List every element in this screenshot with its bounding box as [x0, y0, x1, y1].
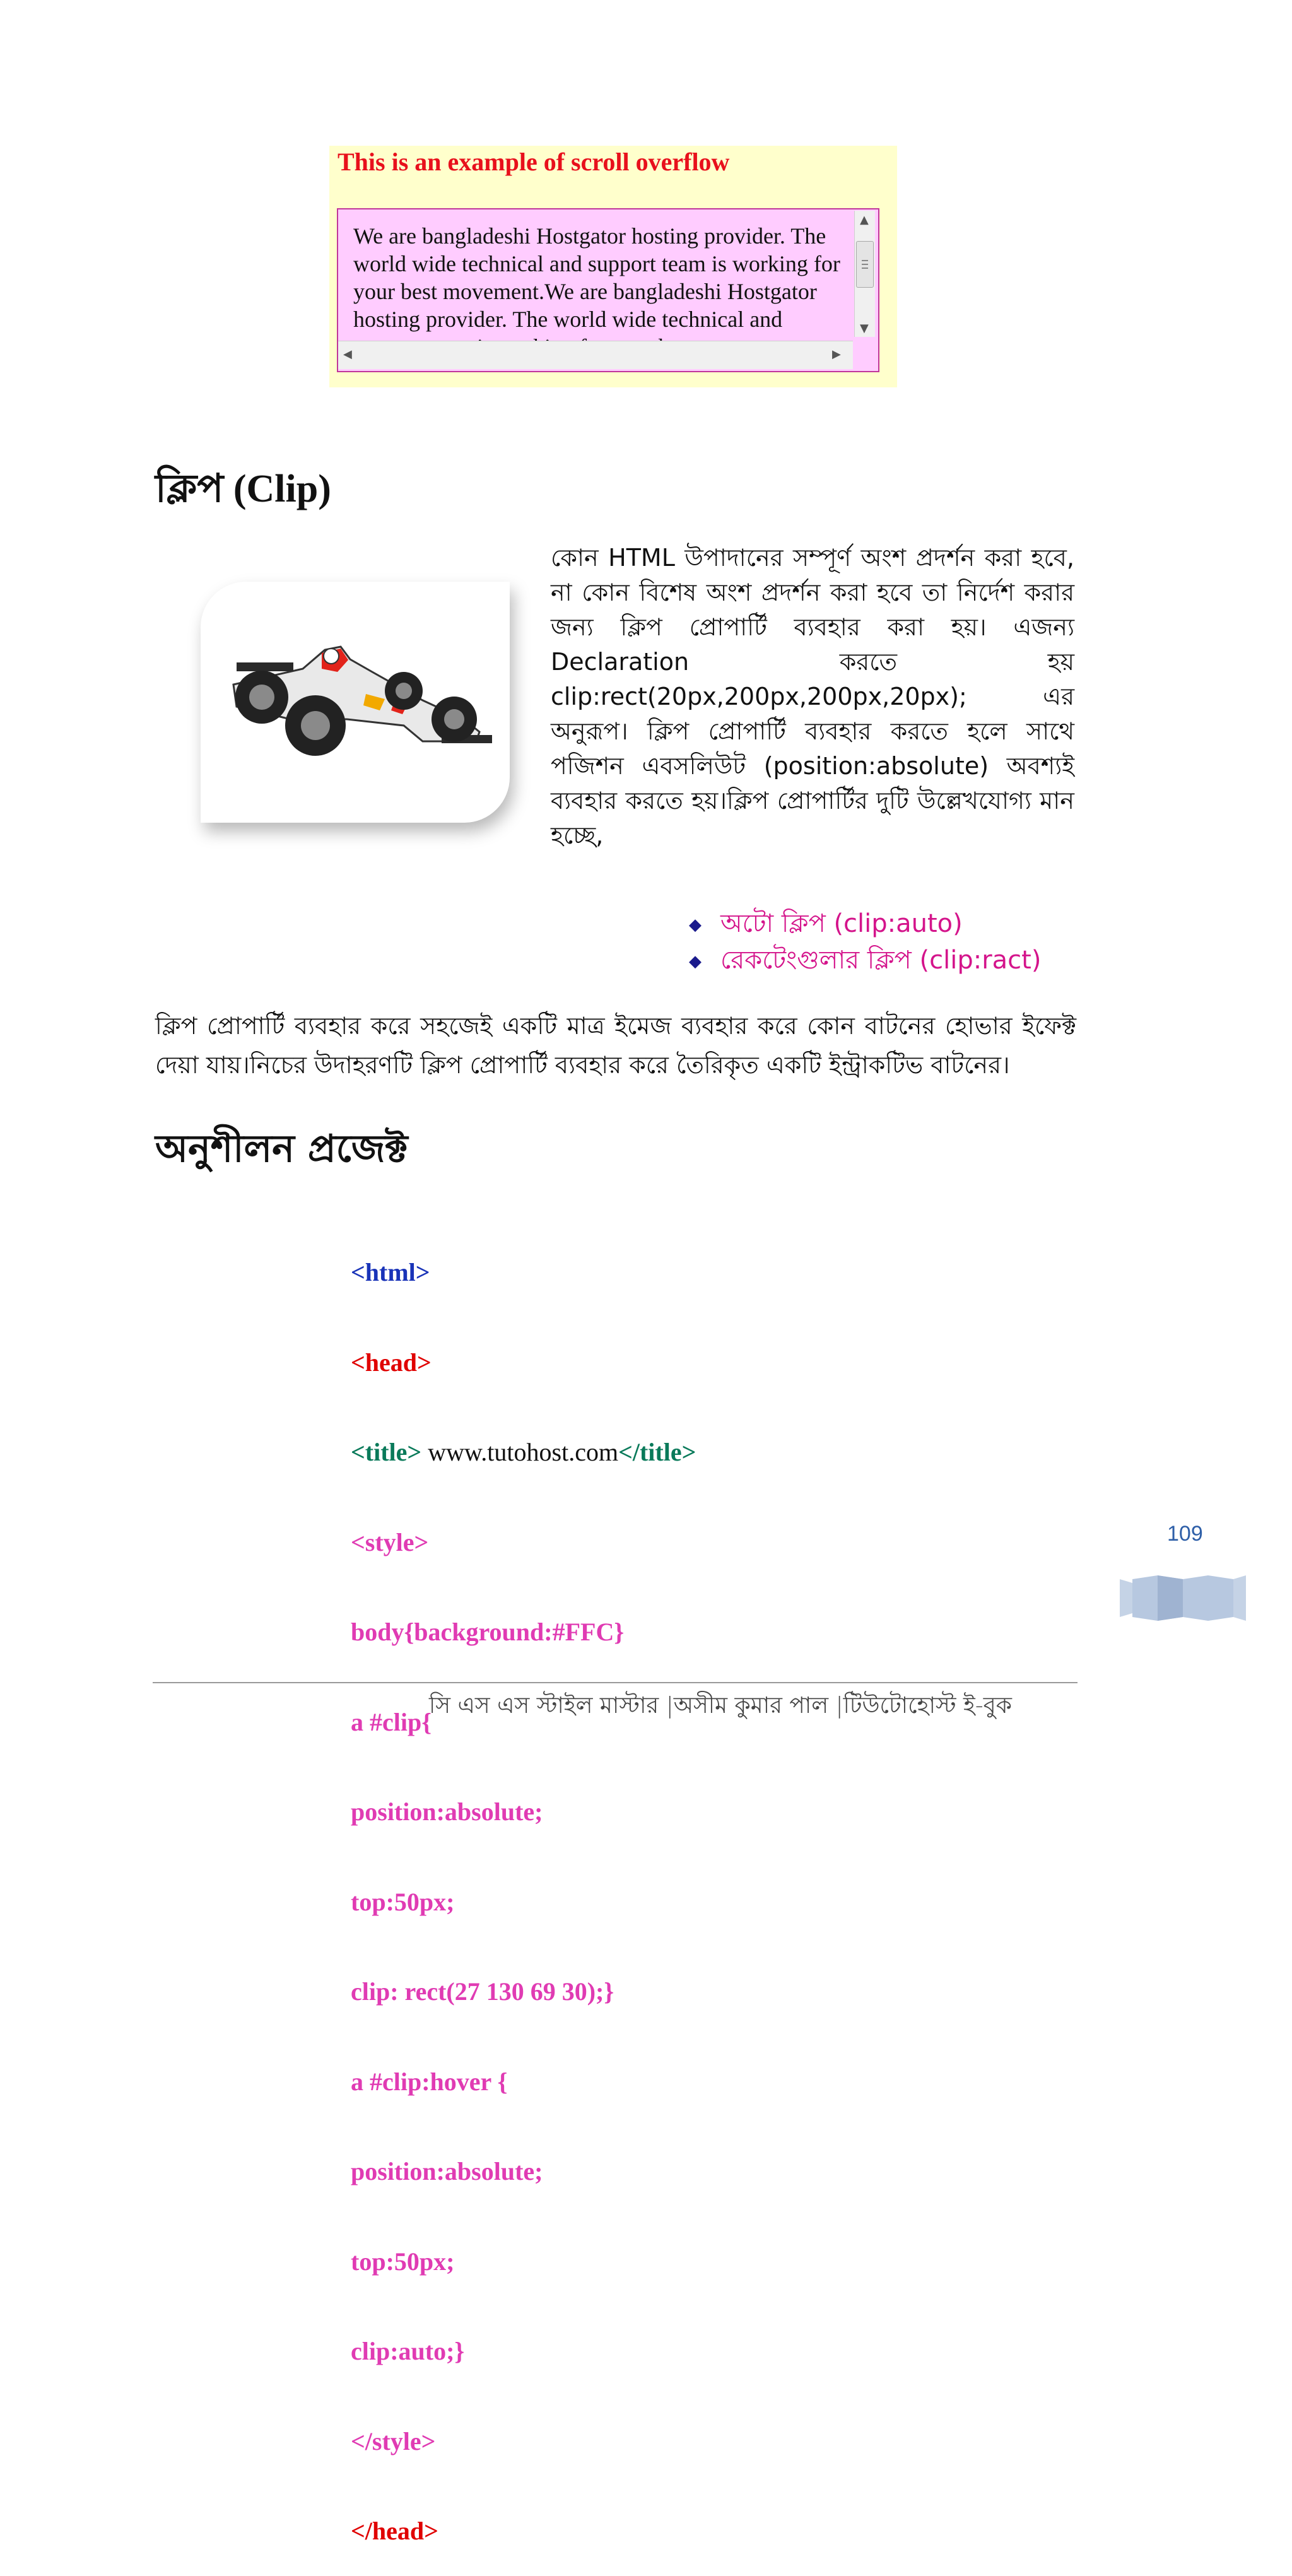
code-tag: </title> [618, 1438, 696, 1466]
clip-values-list [689, 906, 1041, 979]
body-paragraph [155, 1006, 1076, 1085]
code-line: <html> [351, 1258, 430, 1286]
scroll-down-arrow-icon[interactable]: ▼ [860, 322, 869, 335]
code-tag: <title> [351, 1438, 422, 1466]
clip-section-heading: ক্লিপ (Clip) [155, 468, 331, 510]
code-block [351, 1197, 696, 2576]
code-text: www.tutohost.com [421, 1438, 619, 1466]
page-ribbon-decoration [1120, 1573, 1246, 1626]
list-item-label: রেকটেংগুলার ক্লিপ (clip:ract) [720, 946, 1042, 975]
project-heading: অনুশীলন প্রজেক্ট [155, 1127, 408, 1171]
clip-description [551, 541, 1074, 853]
code-line: clip:auto;} [351, 2337, 465, 2365]
code-line: a #clip:hover { [351, 2067, 508, 2096]
race-car-image [214, 625, 498, 779]
footer-text: সি এস এস স্টাইল মাস্টার |অসীম কুমার পাল |টিউটোহোস্ট ই-বুক [429, 1693, 1012, 1719]
list-item-label: অটো ক্লিপ (clip:auto) [720, 909, 963, 938]
code-line: </head> [351, 2517, 438, 2545]
example-heading: This is an example of scroll overflow [338, 148, 730, 176]
body-paragraph-text: ক্লিপ প্রোপার্টি ব্যবহার করে সহজেই একটি মাত্র ইমেজ ব্যবহার করে কোন বাটনের হোভার ইফেক্ট দেয়া যায়।নিচের উদাহরণটি ক্লিপ প্রোপার্টি ব্যবহার করে তৈরিকৃত একটি ইন্ট্রাকটিভ বাটনের। [155, 1012, 1076, 1079]
code-line: top:50px; [351, 2247, 455, 2276]
code-line: </style> [351, 2426, 436, 2455]
bullet-diamond-icon: ◆ [689, 952, 702, 971]
list-item [689, 906, 1041, 943]
code-line: a #clip{ [351, 1707, 432, 1736]
scroll-up-arrow-icon[interactable]: ▲ [860, 213, 869, 226]
code-line: <style> [351, 1527, 429, 1556]
code-line: <head> [351, 1348, 432, 1377]
scroll-content-text: We are bangladeshi Hostgator hosting provider. The world wide technical and support team is working for your best movement.We are bangladeshi Hostgator hosting provider. The world wide technical and [353, 223, 840, 332]
code-line [351, 1437, 696, 1467]
code-line: body{background:#FFC} [351, 1618, 625, 1646]
code-line: clip: rect(27 130 69 30);} [351, 1977, 614, 2006]
scroll-right-arrow-icon[interactable]: ▶ [832, 348, 841, 361]
scroll-left-arrow-icon[interactable]: ◀ [343, 348, 352, 361]
horizontal-scrollbar[interactable] [338, 341, 853, 369]
bullet-diamond-icon: ◆ [689, 915, 702, 934]
page-number: 109 [1167, 1522, 1203, 1546]
vertical-scroll-thumb[interactable] [856, 241, 874, 288]
code-line: position:absolute; [351, 1797, 543, 1826]
code-line: top:50px; [351, 1887, 455, 1916]
footer-divider [153, 1682, 1078, 1683]
clip-description-text: কোন HTML উপাদানের সম্পূর্ণ অংশ প্রদর্শন করা হবে, না কোন বিশেষ অংশ প্রদর্শন করা হবে তা নির্দেশ করার জন্য ক্লিপ প্রোপার্টি ব্যবহার করা হয়। এজন্য Declaration করতে হয় clip:rect(20px,200px,200px,20px); এর অনুরূপ। ক্লিপ প্রোপার্টি ব্যবহার করতে হলে সাথে পজিশন এবসলিউট (position:absolute) অবশ্যই ব্যবহার করতে হয়।ক্লিপ প্রোপার্টির দুটি উল্লেখযোগ্য মান হচ্ছে, [551, 544, 1074, 849]
code-line: position:absolute; [351, 2157, 543, 2185]
list-item [689, 943, 1041, 979]
